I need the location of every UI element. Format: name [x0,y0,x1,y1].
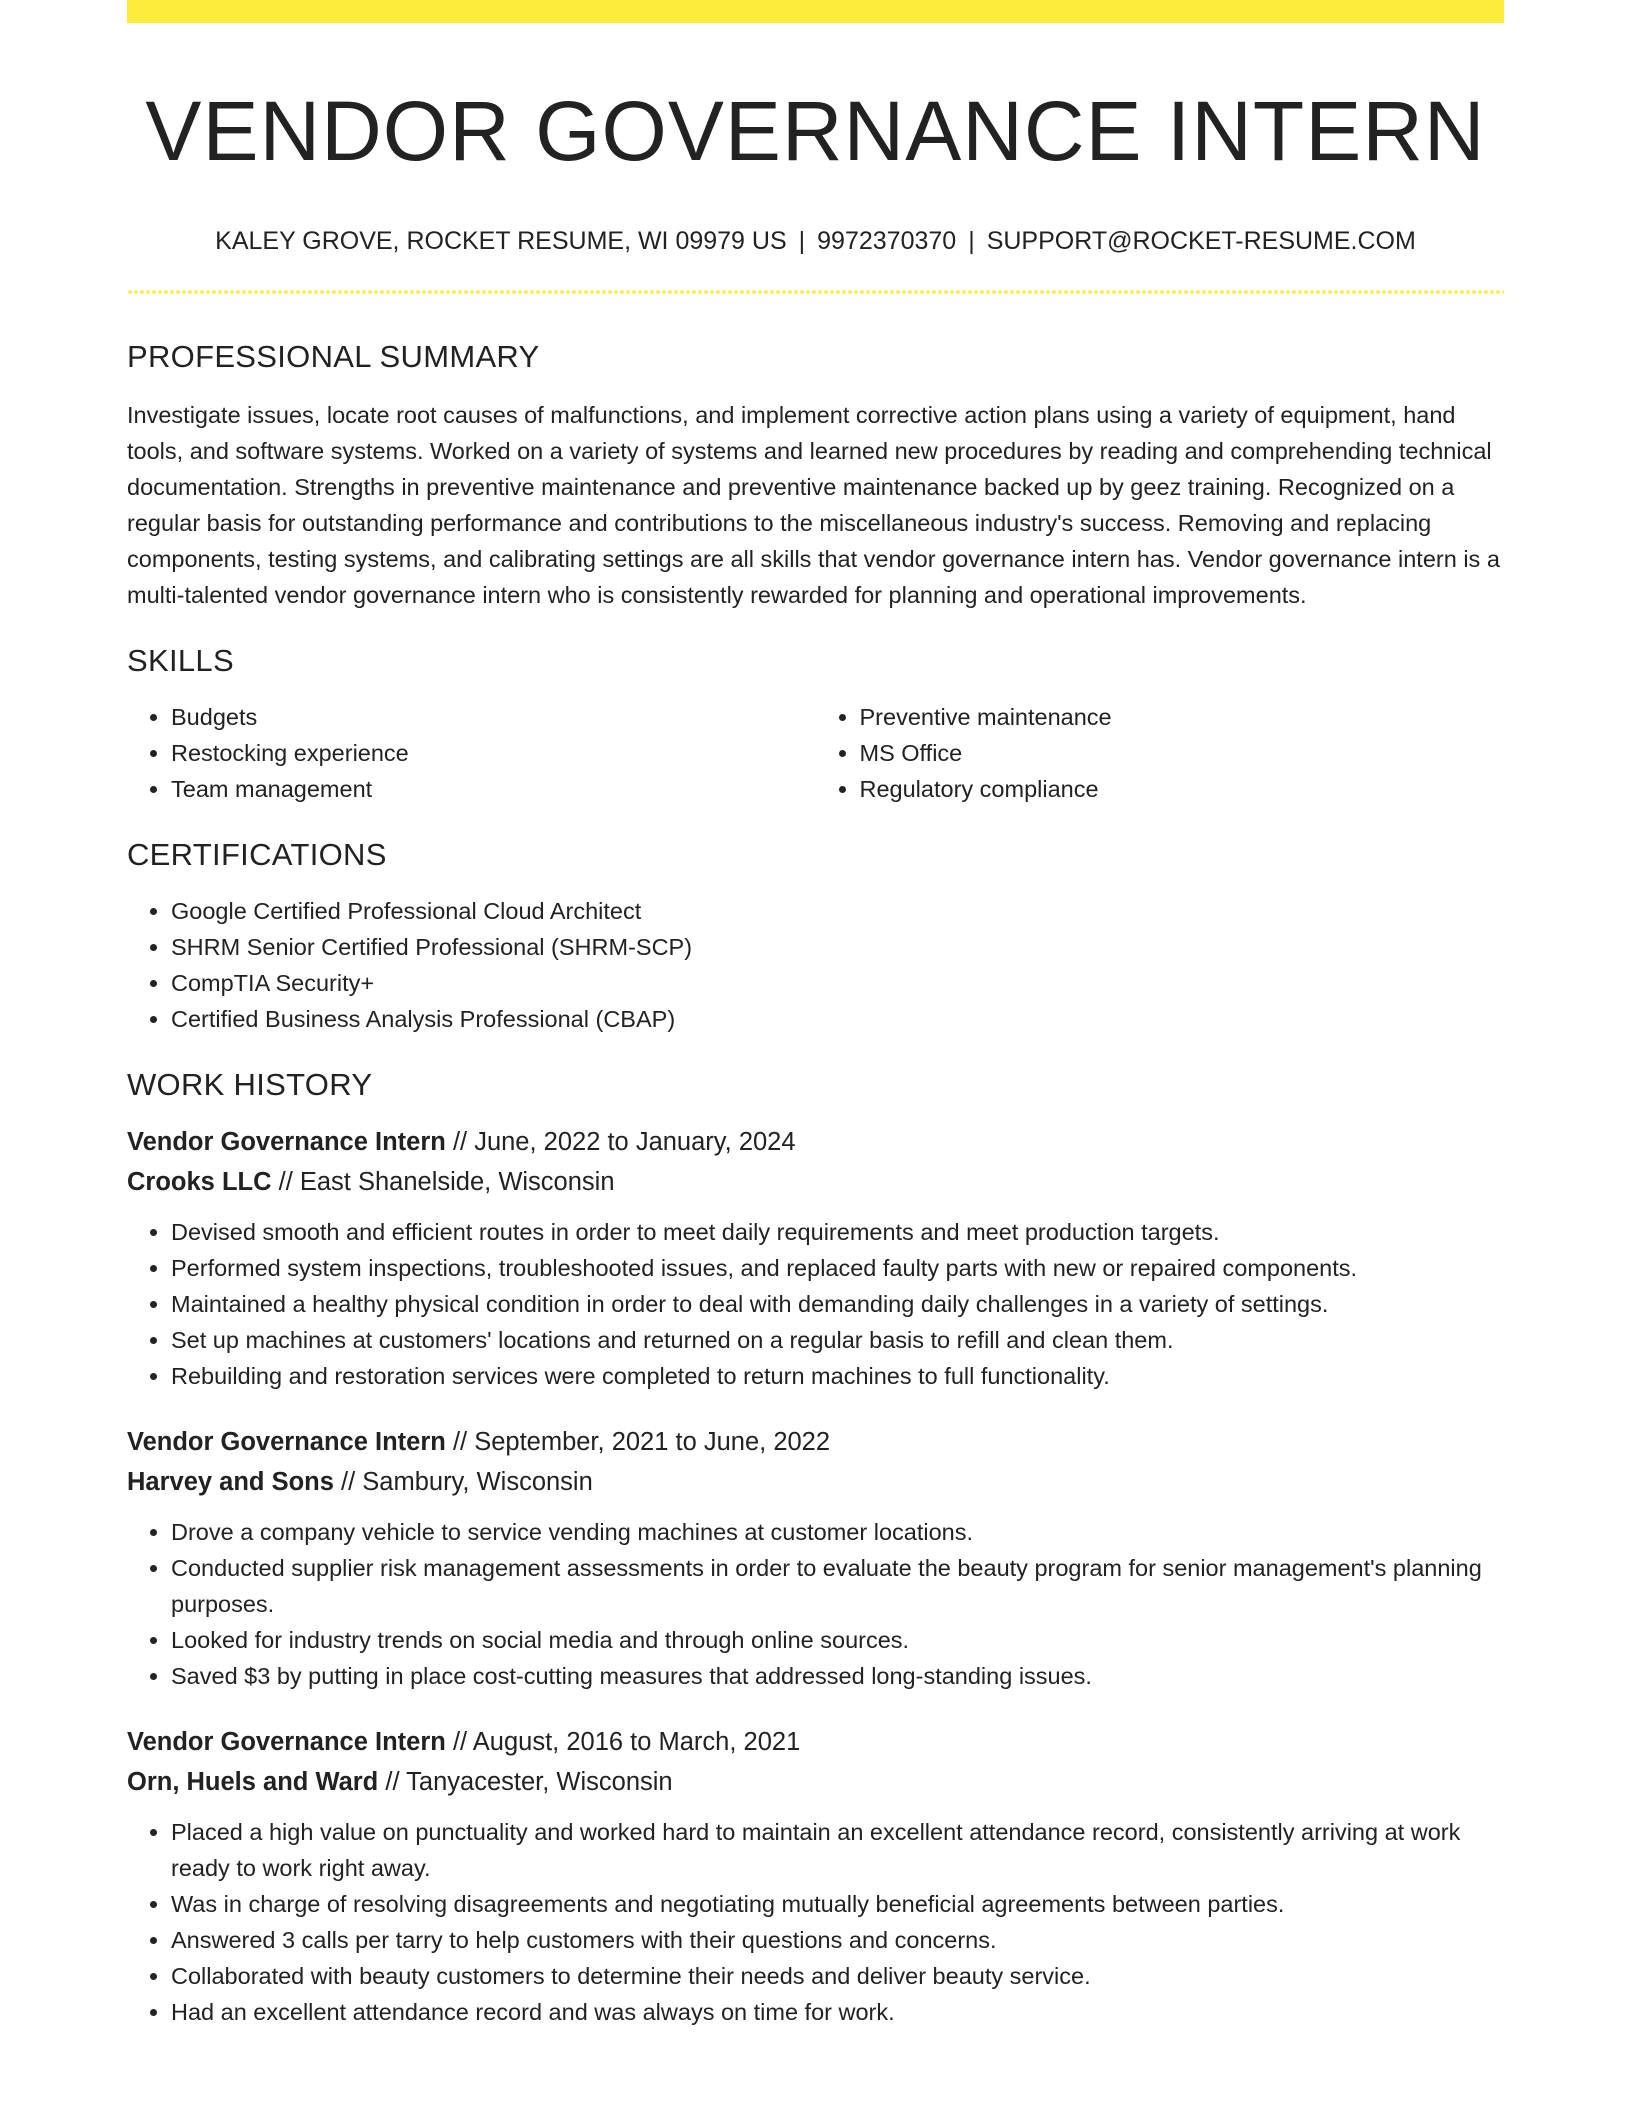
work-history-section [127,1066,1504,2029]
contact-phone: 9972370370 [817,226,957,255]
job-title: Vendor Governance Intern [127,1427,446,1456]
job-title-line [127,1122,1504,1162]
skill-item: • Preventive maintenance [860,699,1505,735]
skill-item: • Regulatory compliance [860,771,1505,807]
section-heading: PROFESSIONAL SUMMARY [127,338,540,374]
job-title: Vendor Governance Intern [127,1127,446,1156]
job-bullet: • Placed a high value on punctuality and worked hard to maintain an excellent attendance record, consistently arriving at work ready to work right away. [171,1814,1504,1886]
dotted-divider [127,290,1504,294]
certification-item: • Google Certified Professional Cloud Architect [171,893,1504,929]
section-heading: CERTIFICATIONS [127,837,387,873]
job-bullet: • Maintained a healthy physical condition in order to deal with demanding daily challenges in a variety of settings. [171,1286,1504,1322]
job-bullet: • Saved $3 by putting in place cost-cutting measures that addressed long-standing issues. [171,1658,1504,1694]
job-company: Harvey and Sons [127,1467,334,1496]
job-entry [127,1122,1504,1394]
skill-item: • MS Office [860,735,1505,771]
job-bullet: • Collaborated with beauty customers to determine their needs and deliver beauty service. [171,1958,1504,1994]
contact-separator: | [798,226,806,255]
contact-email: SUPPORT@ROCKET-RESUME.COM [986,226,1416,255]
job-company-line [127,1762,1504,1802]
certifications-list [127,893,1504,1037]
job-title-line [127,1722,1504,1762]
skills-column-2 [816,699,1505,807]
job-bullet: • Conducted supplier risk management assessments in order to evaluate the beauty program for senior management's planning purposes. [171,1550,1504,1622]
job-bullet: • Devised smooth and efficient routes in order to meet daily requirements and meet production targets. [171,1214,1504,1250]
skills-columns [127,679,1504,807]
section-heading: SKILLS [127,642,234,678]
job-bullet: • Looked for industry trends on social media and through online sources. [171,1622,1504,1658]
job-bullet: • Was in charge of resolving disagreements and negotiating mutually beneficial agreements between parties. [171,1886,1504,1922]
job-dates: // September, 2021 to June, 2022 [452,1427,831,1456]
job-entry [127,1422,1504,1694]
contact-address: KALEY GROVE, ROCKET RESUME, WI 09979 US [215,226,787,255]
job-bullet: • Answered 3 calls per tarry to help customers with their questions and concerns. [171,1922,1504,1958]
certifications-section [127,836,1504,1037]
job-dates: // August, 2016 to March, 2021 [452,1727,801,1756]
job-company: Orn, Huels and Ward [127,1767,379,1796]
job-company: Crooks LLC [127,1167,272,1196]
job-bullet: • Performed system inspections, troubleshooted issues, and replaced faulty parts with new or repaired components. [171,1250,1504,1286]
summary-text: Investigate issues, locate root causes of malfunctions, and implement corrective action plans using a variety of equipment, hand tools, and software systems. Worked on a variety of systems and learned new procedures by reading and comprehending technical documentation. Strengths in preventive maintenance and preventive maintenance backed up by geez training. Recognized on a regular basis for outstanding performance and contributions to the miscellaneous industry's success. Removing and replacing components, testing systems, and calibrating settings are all skills that vendor governance intern has. Vendor governance intern is a multi-talented vendor governance intern who is consistently rewarded for planning and operational improvements. [127,401,1500,608]
job-location: // East Shanelside, Wisconsin [278,1167,615,1196]
job-bullet: • Drove a company vehicle to service vending machines at customer locations. [171,1514,1504,1550]
job-bullet: • Had an excellent attendance record and was always on time for work. [171,1994,1504,2030]
page-title: VENDOR GOVERNANCE INTERN [145,84,1486,178]
certification-item: • SHRM Senior Certified Professional (SHRM-SCP) [171,929,1504,965]
job-title-line [127,1422,1504,1462]
job-entry [127,1722,1504,2030]
summary-section [127,338,1504,613]
contact-separator: | [968,226,975,255]
skills-section [127,642,1504,807]
certification-item: • Certified Business Analysis Professional (CBAP) [171,1001,1504,1037]
skills-column-1 [127,699,816,807]
skill-item: • Restocking experience [171,735,816,771]
contact-line [127,226,1504,256]
job-bullets [127,1514,1504,1694]
job-bullet: • Set up machines at customers' locations and returned on a regular basis to refill and clean them. [171,1322,1504,1358]
job-title: Vendor Governance Intern [127,1727,446,1756]
job-location: // Tanyacester, Wisconsin [385,1767,673,1796]
job-bullets [127,1214,1504,1394]
section-heading: WORK HISTORY [127,1067,373,1103]
certification-item: • CompTIA Security+ [171,965,1504,1001]
job-company-line [127,1162,1504,1202]
skill-item: • Budgets [171,699,816,735]
job-bullet: • Rebuilding and restoration services were completed to return machines to full functionality. [171,1358,1504,1394]
job-bullets [127,1814,1504,2030]
accent-bar [127,0,1504,23]
job-dates: // June, 2022 to January, 2024 [452,1127,796,1156]
skill-item: • Team management [171,771,816,807]
resume-page [127,0,1504,2030]
job-company-line [127,1462,1504,1502]
job-location: // Sambury, Wisconsin [341,1467,593,1496]
